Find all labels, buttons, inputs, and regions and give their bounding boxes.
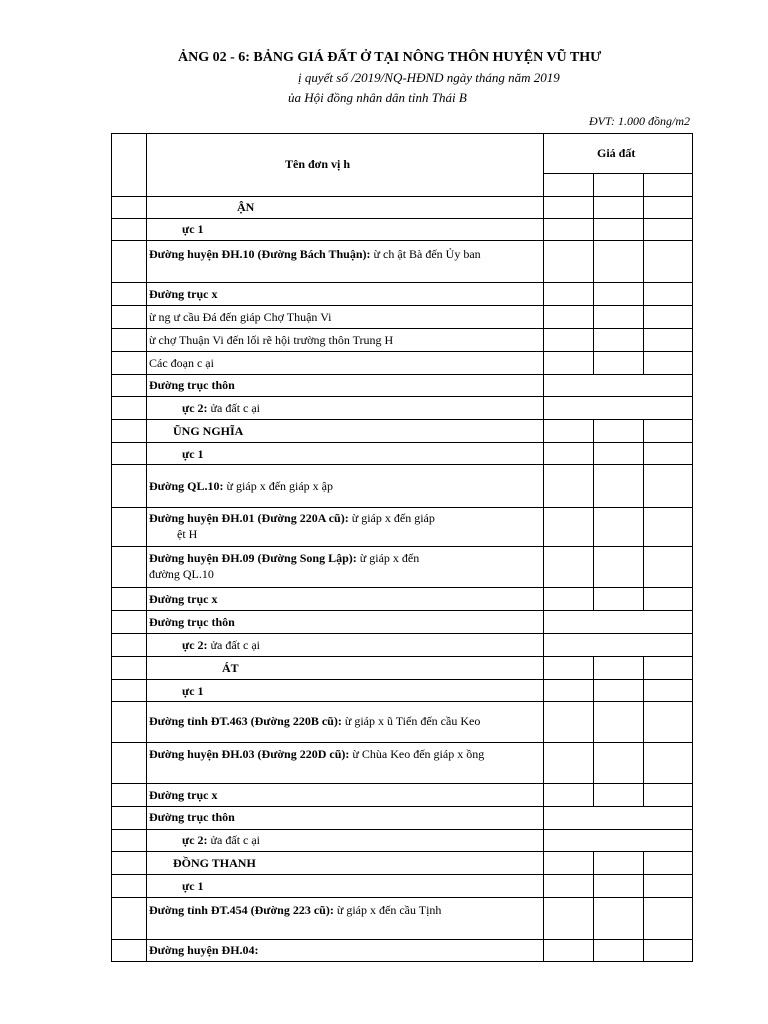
- row-zone-2: [149, 637, 260, 653]
- row-dh01-desc-cont: ệt H: [177, 527, 198, 541]
- row-dt463-road: Đường tỉnh ĐT.463 (Đường 220B cũ):: [149, 714, 342, 728]
- row-village-axis: Đường trục thôn: [149, 378, 235, 392]
- row-dh09-desc: ừ giáp x đến: [356, 551, 420, 565]
- row-village-axis: Đường trục thôn: [149, 615, 235, 629]
- row-dh09: [149, 550, 419, 582]
- row-dt454-desc: ừ giáp x đến cầu Tịnh: [333, 903, 442, 917]
- row-dh01-road: Đường huyện ĐH.01 (Đường 220A cũ):: [149, 511, 349, 525]
- row-zone-2-label: ực 2:: [182, 401, 208, 415]
- row-zone-2-desc: ửa đất c ại: [207, 638, 261, 652]
- row-ql10-road: Đường QL.10:: [149, 479, 224, 493]
- row-section-at: ÁT: [222, 661, 239, 675]
- row-zone-1: ực 1: [182, 447, 204, 461]
- row-zone-2-desc: ửa đất c ại: [207, 833, 261, 847]
- subtitle-resolution: ị quyết số /2019/NQ-HĐND ngày tháng năm 2019: [298, 70, 560, 85]
- row-dt463-desc: ừ giáp x ũ Tiến đến cầu Keo: [341, 714, 481, 728]
- unit-label: ĐVT: 1.000 đồng/m2: [588, 114, 690, 128]
- row-commune-axis: Đường trục x: [149, 788, 218, 802]
- header-land-price: Giá đất: [597, 146, 636, 160]
- row-zone-2-label: ực 2:: [182, 638, 208, 652]
- row-segment-cho-thuan-vi: ừ ng ư cầu Đá đến giáp Chợ Thuận Vi: [149, 310, 332, 324]
- row-dh01: [149, 510, 435, 542]
- row-village-axis: Đường trục thôn: [149, 810, 235, 824]
- row-zone-2: [149, 832, 260, 848]
- row-zone-2-label: ực 2:: [182, 833, 208, 847]
- row-dh03-desc: ừ Chùa Keo đến giáp x ồng: [349, 747, 485, 761]
- row-dh03: [149, 746, 484, 762]
- row-ql10: [149, 478, 333, 494]
- row-zone-1: ực 1: [182, 879, 204, 893]
- row-dh09-road: Đường huyện ĐH.09 (Đường Song Lập):: [149, 551, 357, 565]
- subtitle-council: ủa Hội đồng nhân dân tỉnh Thái B: [288, 90, 467, 105]
- row-dt454-road: Đường tỉnh ĐT.454 (Đường 223 cũ):: [149, 903, 334, 917]
- row-zone-1: ực 1: [182, 684, 204, 698]
- row-section-an: ẬN: [237, 200, 255, 214]
- row-commune-axis: Đường trục x: [149, 287, 218, 301]
- row-dh10-desc: ừ ch ật Bà đến Ủy ban: [370, 247, 481, 261]
- row-other-segments: Các đoạn c ại: [149, 356, 214, 370]
- row-dt463: [149, 713, 480, 729]
- document-title: ẢNG 02 - 6: BẢNG GIÁ ĐẤT Ở TẠI NÔNG THÔN HUYỆN VŨ THƯ: [178, 50, 602, 65]
- row-dh09-desc-cont: đường QL.10: [149, 567, 214, 581]
- row-section-dung-nghia: ŨNG NGHĨA: [173, 424, 244, 438]
- row-commune-axis: Đường trục x: [149, 592, 218, 606]
- row-ql10-desc: ừ giáp x đến giáp x ập: [223, 479, 334, 493]
- row-dh10: [149, 246, 481, 262]
- row-dh04: Đường huyện ĐH.04:: [149, 943, 259, 957]
- row-dh01-desc: ừ giáp x đến giáp: [348, 511, 435, 525]
- row-section-dong-thanh: ĐỒNG THANH: [173, 856, 256, 870]
- row-segment-trung-h: ừ chợ Thuận Vi đến lối rẽ hội trường thôn Trung H: [149, 333, 394, 347]
- row-zone-1: ực 1: [182, 222, 204, 236]
- row-dh03-road: Đường huyện ĐH.03 (Đường 220D cũ):: [149, 747, 350, 761]
- row-zone-2: [149, 400, 260, 416]
- row-dt454: [149, 902, 441, 918]
- row-zone-2-desc: ửa đất c ại: [207, 401, 261, 415]
- header-unit-name: Tên đơn vị h: [285, 157, 351, 171]
- row-dh10-road: Đường huyện ĐH.10 (Đường Bách Thuận):: [149, 247, 371, 261]
